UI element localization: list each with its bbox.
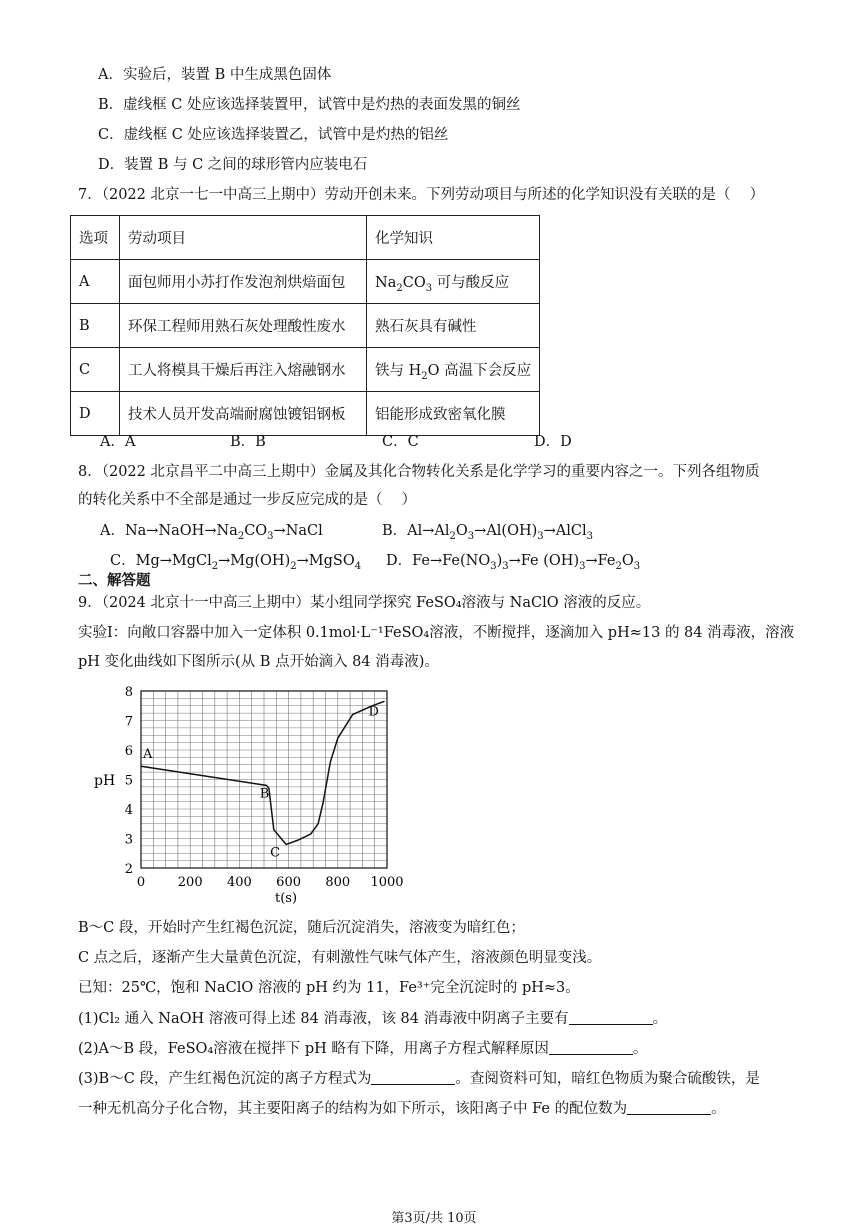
x-tick-label: 800: [325, 875, 351, 890]
chart-series: [141, 701, 385, 844]
y-tick-label: 6: [124, 744, 133, 759]
section-title: 二、解答题: [78, 573, 151, 589]
point-label-d: D: [368, 704, 379, 720]
chart-y-label: pH: [94, 773, 116, 789]
answer-blank[interactable]: [549, 1040, 633, 1055]
table-cell-knowledge: $Na_2CO_3$ 可与酸反应: [367, 260, 540, 304]
table-header-row: [71, 216, 540, 260]
q6-option-d: D．装置 B 与 C 之间的球形管内应装电石: [98, 157, 368, 173]
q6-option-a: A．实验后，装置 B 中生成黑色固体: [98, 67, 332, 83]
q8-stem-line2: 的转化关系中不全部是通过一步反应完成的是（ ）: [78, 492, 417, 508]
table-row: [71, 260, 540, 304]
q6-option-b: B．虚线框 C 处应该选择装置甲，试管中是灼热的表面发黑的铜丝: [98, 97, 521, 113]
table-header: 选项: [71, 216, 120, 260]
q8-option-b: B．$Al\to Al_2O_3\to Al(OH)_3\to AlCl_3$: [382, 523, 594, 542]
q7-choice-a: A．A: [100, 434, 136, 450]
table-cell-knowledge: 熟石灰具有碱性: [367, 304, 540, 348]
q9-sub3-line1: (3)B～C 段，产生红褐色沉淀的离子方程式为 。查阅资料可知，暗红色物质为聚合硫酸铁，是: [78, 1071, 760, 1087]
q9-known: 已知：25℃，饱和 NaClO 溶液的 pH 约为 11，Fe³⁺完全沉淀时的 pH≈3。: [78, 980, 580, 996]
answer-blank[interactable]: [371, 1070, 455, 1085]
q9-experiment-line2: pH 变化曲线如下图所示(从 B 点开始滴入 84 消毒液)。: [78, 654, 439, 670]
x-tick-label: 0: [136, 875, 146, 890]
ph-curve: [141, 701, 385, 844]
point-label-c: C: [270, 845, 281, 861]
table-header: 化学知识: [367, 216, 540, 260]
q9-afterc-observation: C 点之后，逐渐产生大量黄色沉淀，有刺激性气味气体产生，溶液颜色明显变浅。: [78, 950, 602, 966]
x-tick-label: 1000: [370, 875, 404, 890]
table-cell-item: 环保工程师用熟石灰处理酸性废水: [120, 304, 367, 348]
q7-stem: 7．（2022 北京一七一中高三上期中）劳动开创未来。下列劳动项目与所述的化学知识没有关联的是（ ）: [78, 187, 765, 203]
x-tick-label: 400: [226, 875, 252, 890]
table-cell-knowledge: 铝能形成致密氧化膜: [367, 392, 540, 436]
table-row: [71, 392, 540, 436]
page-footer: 第3页/共 10页: [391, 1211, 477, 1226]
q9-sub1: (1)Cl₂ 通入 NaOH 溶液可得上述 84 消毒液，该 84 消毒液中阴离子主要有 。: [78, 1011, 668, 1027]
x-tick-label: 200: [177, 875, 203, 890]
q9-sub2: (2)A～B 段，FeSO₄溶液在搅拌下 pH 略有下降，用离子方程式解释原因 。: [78, 1041, 648, 1057]
q7-choice-d: D．D: [534, 434, 572, 450]
table-row: [71, 348, 540, 392]
point-label-b: B: [259, 786, 270, 802]
table-cell-option: D: [71, 392, 120, 436]
q8-option-c: C．$Mg\to MgCl_2\to Mg(OH)_2\to MgSO_4$: [110, 553, 362, 572]
q7-table: [70, 215, 540, 436]
table-cell-option: C: [71, 348, 120, 392]
table-cell-option: B: [71, 304, 120, 348]
table-cell-item: 工人将模具干燥后再注入熔融钢水: [120, 348, 367, 392]
y-tick-label: 8: [124, 685, 133, 700]
q7-choice-c: C．C: [382, 434, 419, 450]
q8-option-d: D．$Fe\to Fe(NO_3)_3\to Fe$ $(OH)_3\to Fe_2O_3$: [386, 553, 641, 572]
y-tick-label: 3: [124, 832, 133, 848]
x-tick-label: 600: [276, 875, 302, 890]
table-header: 劳动项目: [120, 216, 367, 260]
q9-stem: 9．（2024 北京十一中高三上期中）某小组同学探究 FeSO₄溶液与 NaClO 溶液的反应。: [78, 595, 651, 611]
ph-chart: [78, 680, 408, 905]
table-row: [71, 304, 540, 348]
y-tick-label: 5: [124, 773, 133, 789]
table-cell-item: 技术人员开发高端耐腐蚀镀铝钢板: [120, 392, 367, 436]
answer-blank[interactable]: [627, 1100, 711, 1115]
y-tick-label: 2: [124, 862, 133, 877]
q8-stem-line1: 8．（2022 北京昌平二中高三上期中）金属及其化合物转化关系是化学学习的重要内容之一。下列各组物质: [78, 464, 760, 480]
q9-experiment-line1: 实验Ⅰ：向敞口容器中加入一定体积 0.1mol·L⁻¹FeSO₄溶液，不断搅拌，逐滴加入 pH≈13 的 84 消毒液，溶液: [78, 625, 795, 641]
q7-choice-b: B．B: [230, 434, 266, 450]
table-cell-item: 面包师用小苏打作发泡剂烘焙面包: [120, 260, 367, 304]
table-cell-option: A: [71, 260, 120, 304]
answer-blank[interactable]: [569, 1010, 653, 1025]
q8-option-a: A．$Na\to NaOH\to Na_2CO_3\to NaCl$: [100, 523, 323, 542]
y-tick-label: 4: [124, 803, 133, 818]
point-label-a: A: [143, 747, 153, 763]
q6-option-c: C．虚线框 C 处应该选择装置乙，试管中是灼热的铝丝: [98, 127, 449, 143]
q9-sub3-line2: 一种无机高分子化合物，其主要阳离子的结构为如下所示，该阳离子中 Fe 的配位数为 。: [78, 1101, 726, 1117]
table-cell-knowledge: 铁与 $H_2O$ 高温下会反应: [367, 348, 540, 392]
y-tick-label: 7: [124, 714, 133, 730]
chart-x-label: t(s): [275, 891, 298, 906]
q9-bc-observation: B～C 段，开始时产生红褐色沉淀，随后沉淀消失，溶液变为暗红色；: [78, 920, 525, 936]
